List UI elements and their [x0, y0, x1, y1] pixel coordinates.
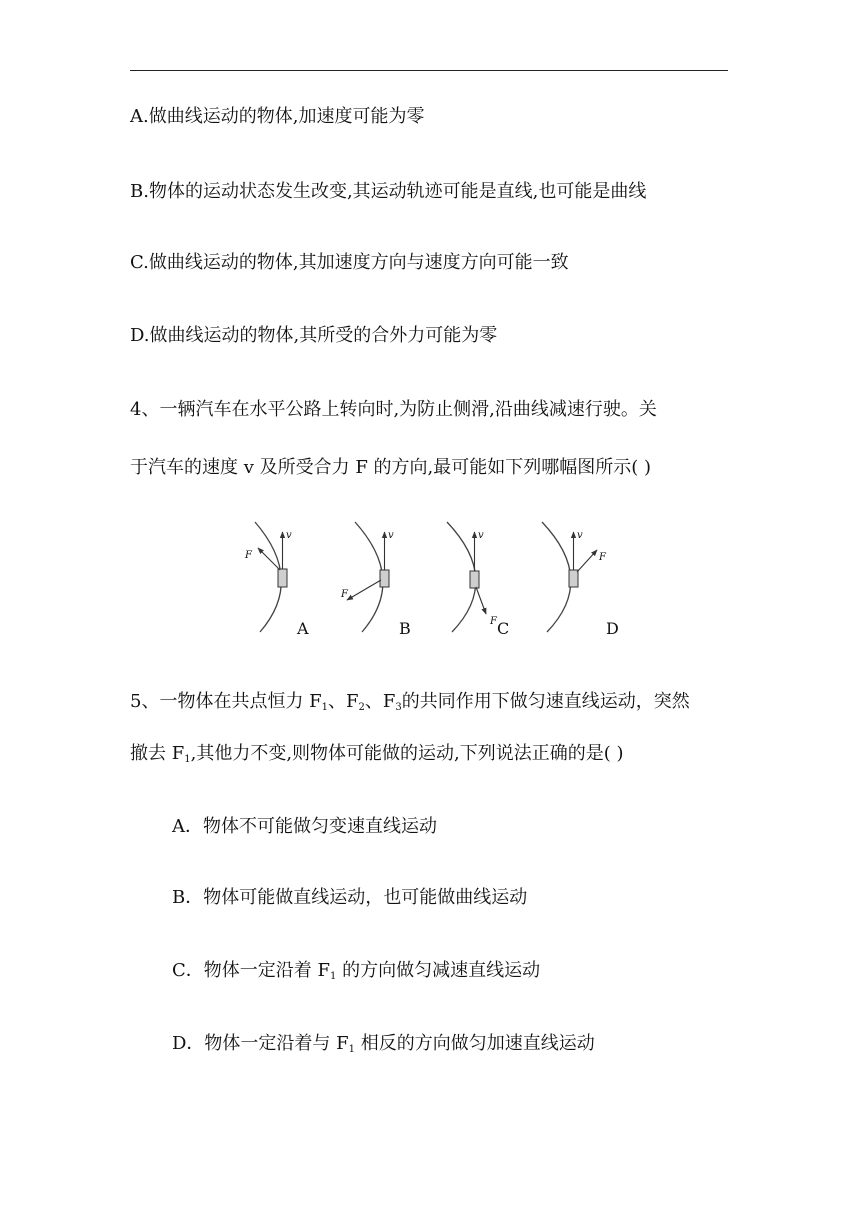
panel-b-f-label: F	[341, 589, 348, 600]
q5-option-a: A．物体不可能做匀变速直线运动	[172, 816, 437, 837]
q3-option-b: B.物体的运动状态发生改变,其运动轨迹可能是直线,也可能是曲线	[130, 181, 647, 202]
panel-a-label: A	[297, 619, 309, 638]
panel-d-f-label: F	[599, 552, 606, 563]
panel-d-trajectory	[542, 522, 571, 632]
panel-b-label: B	[399, 619, 411, 638]
panel-a	[244, 522, 309, 638]
panel-b-car	[380, 570, 389, 587]
q3-option-c: C.做曲线运动的物体,其加速度方向与速度方向可能一致	[130, 252, 569, 273]
panel-b-v-label: v	[388, 530, 394, 541]
panel-c-label: C	[497, 619, 510, 638]
panel-d-v-label: v	[577, 530, 583, 541]
panel-c	[447, 522, 509, 638]
panel-a-force-arrow	[258, 548, 280, 570]
q5-stem-line2: 撤去 $F_1$,其他力不变,则物体可能做的运动,下列说法正确的是( )	[130, 743, 624, 765]
q5-option-d: D．物体一定沿着与 $F_1$ 相反的方向做匀加速直线运动	[172, 1033, 595, 1055]
panel-b-trajectory	[355, 522, 383, 632]
q3-option-d: D.做曲线运动的物体,其所受的合外力可能为零	[130, 325, 498, 346]
q5-option-c: C．物体一定沿着 $F_1$ 的方向做匀减速直线运动	[172, 960, 541, 982]
panel-d	[542, 522, 619, 638]
q4-figure-svg	[225, 510, 645, 650]
panel-c-force-arrow	[476, 587, 486, 614]
q3-option-a: A.做曲线运动的物体,加速度可能为零	[130, 106, 425, 127]
panel-b	[340, 522, 411, 638]
q5-stem-line1: 5、一物体在共点恒力 $F_1$、$F_2$、$F_3$的共同作用下做匀速直线运动，突然	[130, 691, 690, 713]
panel-c-f-label: F	[490, 616, 497, 627]
panel-a-f-label: F	[245, 550, 252, 561]
panel-d-label: D	[606, 619, 619, 638]
panel-a-v-label: v	[286, 530, 292, 541]
panel-b-force-arrow	[347, 580, 381, 600]
q5-option-b: B．物体可能做直线运动，也可能做曲线运动	[172, 887, 528, 908]
q4-figure	[225, 510, 645, 650]
panel-d-car	[569, 570, 578, 587]
panel-c-car	[470, 571, 479, 588]
panel-c-v-label: v	[478, 530, 484, 541]
panel-a-car	[278, 569, 287, 587]
q4-stem-line1: 4、一辆汽车在水平公路上转向时,为防止侧滑,沿曲线减速行驶。关	[130, 399, 657, 420]
top-rule	[130, 70, 728, 71]
panel-a-trajectory	[255, 522, 281, 632]
q4-stem-line2: 于汽车的速度 v 及所受合力 F 的方向,最可能如下列哪幅图所示( )	[130, 457, 652, 478]
panel-d-force-arrow	[577, 550, 597, 572]
